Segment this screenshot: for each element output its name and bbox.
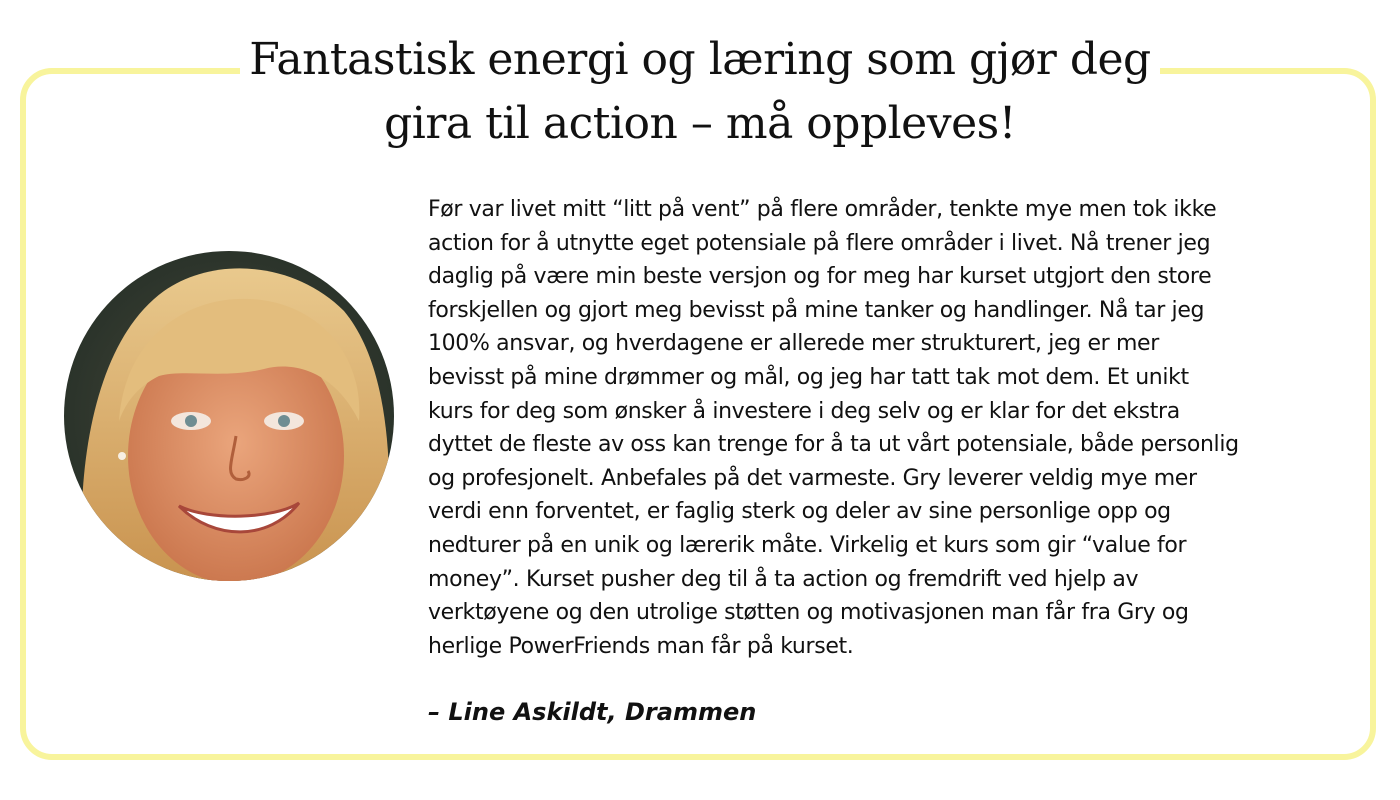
headline-line-1: Fantastisk energi og læring som gjør deg <box>249 34 1151 85</box>
quote-line: herlige PowerFriends man får på kurset. <box>428 633 854 659</box>
testimonial-headline <box>240 28 1160 156</box>
quote-line: action for å utnytte eget potensiale på flere områder i livet. Nå trener jeg <box>428 230 1211 256</box>
portrait-photo-icon <box>64 251 394 581</box>
quote-line: 100% ansvar, og hverdagene er allerede mer strukturert, jeg er mer <box>428 331 1159 357</box>
quote-line: verktøyene og den utrolige støtten og motivasjonen man får fra Gry og <box>428 600 1189 626</box>
quote-line: Før var livet mitt “litt på vent” på flere områder, tenkte mye men tok ikke <box>428 197 1217 222</box>
quote-line: money”. Kurset pusher deg til å ta action og fremdrift ved hjelp av <box>428 566 1139 592</box>
quote-line: verdi enn forventet, er faglig sterk og deler av sine personlige opp og <box>428 499 1171 525</box>
quote-line: nedturer på en unik og lærerik måte. Virkelig et kurs som gir “value for <box>428 532 1187 558</box>
testimonial-quote <box>428 193 1388 663</box>
quote-line: dyttet de fleste av oss kan trenge for å ta ut vårt potensiale, både personlig <box>428 432 1239 458</box>
quote-line: bevisst på mine drømmer og mål, og jeg har tatt tak mot dem. Et unikt <box>428 364 1189 390</box>
quote-line: kurs for deg som ønsker å investere i deg selv og er klar for det ekstra <box>428 398 1180 424</box>
quote-line: forskjellen og gjort meg bevisst på mine tanker og handlinger. Nå tar jeg <box>428 297 1205 323</box>
testimonial-author: – Line Askildt, Drammen <box>428 698 757 726</box>
headline-line-2: gira til action – må oppleves! <box>384 98 1016 149</box>
avatar <box>64 251 394 581</box>
quote-line: og profesjonelt. Anbefales på det varmeste. Gry leverer veldig mye mer <box>428 465 1197 491</box>
quote-line: daglig på være min beste versjon og for meg har kurset utgjort den store <box>428 264 1212 290</box>
